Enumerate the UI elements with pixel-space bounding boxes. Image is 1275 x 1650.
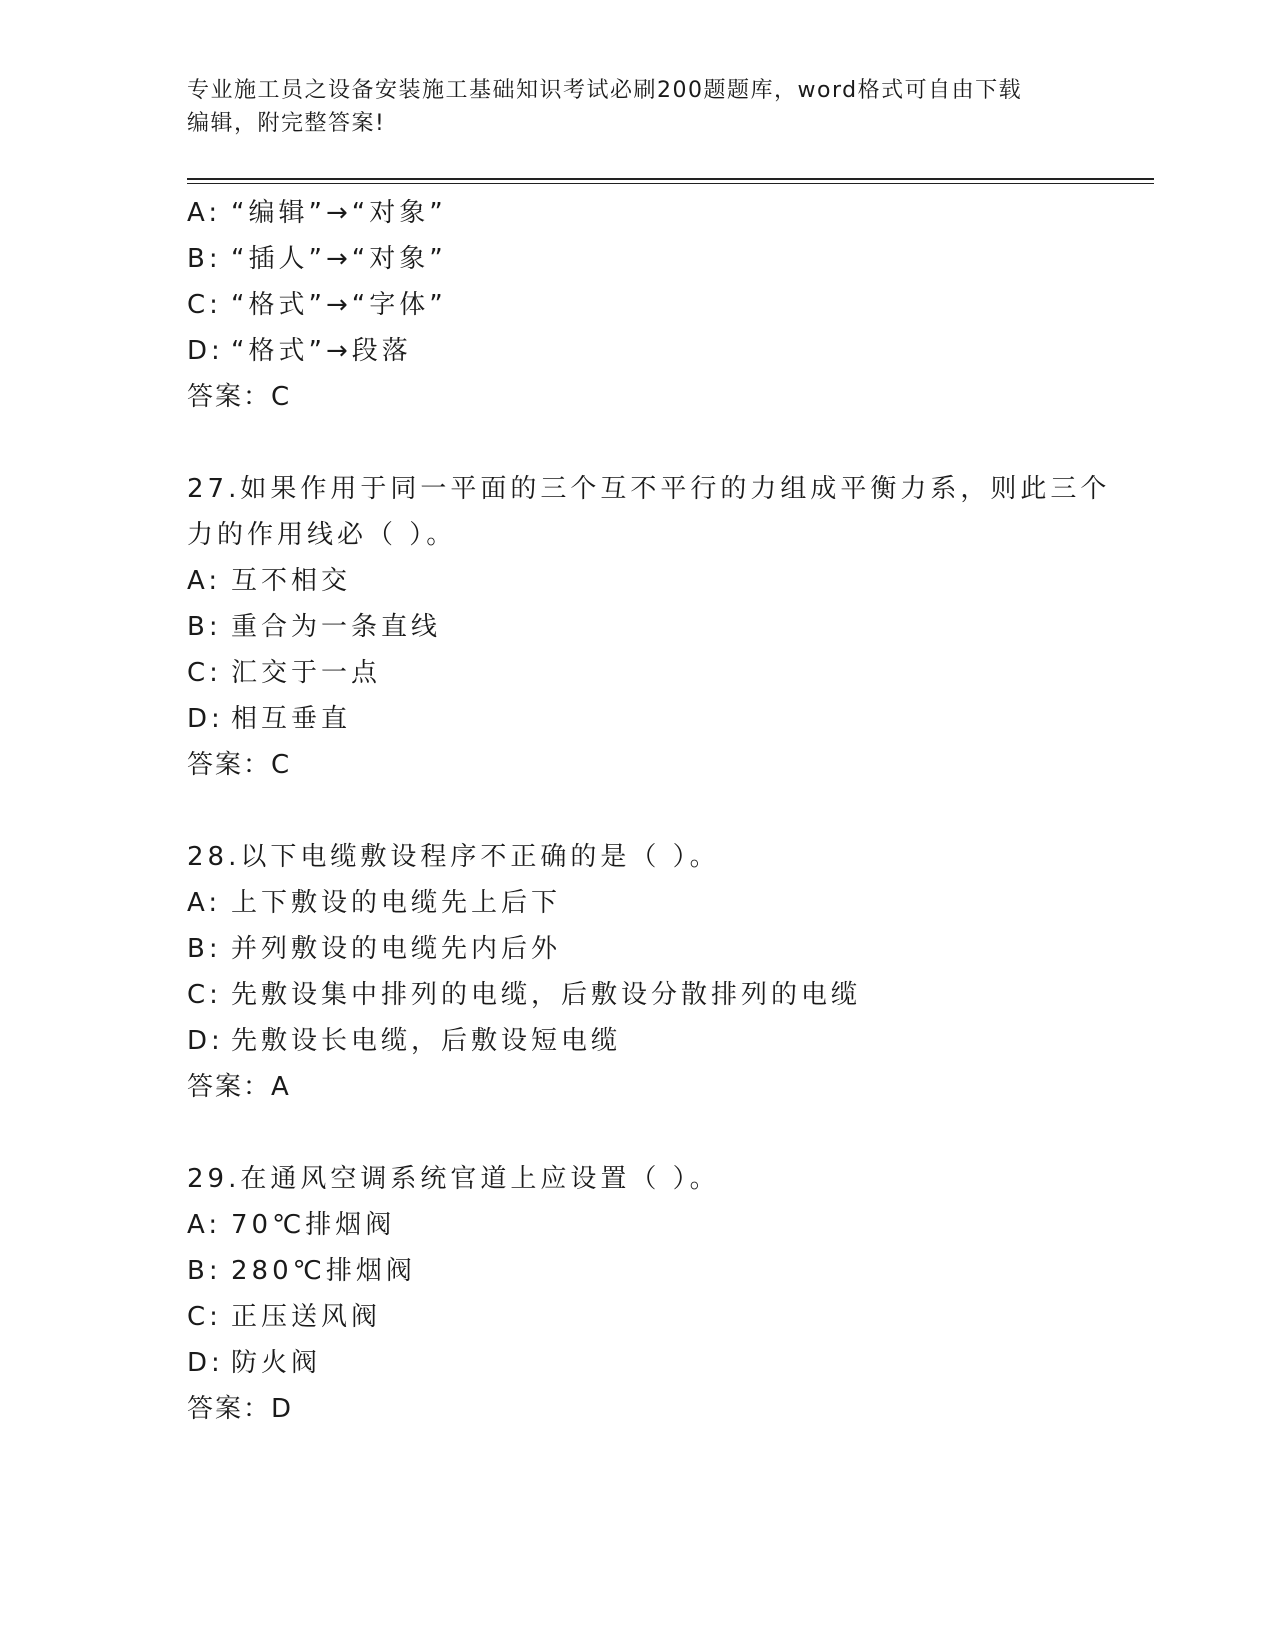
option-label: A: (187, 566, 222, 596)
option-label: D: (187, 1026, 224, 1056)
option-text: 正压送风阀 (231, 1302, 382, 1332)
question-stem: 29.在通风空调系统官道上应设置（ ）。 (187, 1164, 720, 1194)
option-text: 280℃排烟阀 (231, 1256, 416, 1286)
question-stem: 27.如果作用于同一平面的三个互不平行的力组成平衡力系，则此三个 (187, 474, 1111, 504)
option-d (187, 1018, 1117, 1064)
option-a (187, 558, 1117, 604)
option-text: 防火阀 (231, 1348, 322, 1378)
option-c (187, 282, 1117, 328)
option-d (187, 1340, 1117, 1386)
question-27 (187, 466, 1117, 788)
question-26 (187, 190, 1117, 420)
option-label: C: (187, 290, 222, 320)
option-label: B: (187, 1256, 222, 1286)
option-text: 并列敷设的电缆先内后外 (231, 934, 562, 964)
option-b (187, 926, 1117, 972)
option-a (187, 1202, 1117, 1248)
option-text: “格式”→“字体” (231, 290, 447, 320)
question-list (187, 190, 1117, 1432)
option-label: C: (187, 980, 222, 1010)
header-rule-thin (187, 183, 1154, 184)
option-label: D: (187, 1348, 224, 1378)
spacer (187, 420, 1117, 466)
option-a (187, 190, 1117, 236)
option-d (187, 328, 1117, 374)
spacer (187, 1110, 1117, 1156)
option-label: B: (187, 934, 222, 964)
option-label: C: (187, 658, 222, 688)
option-a (187, 880, 1117, 926)
option-label: C: (187, 1302, 222, 1332)
option-label: B: (187, 612, 222, 642)
option-text: 70℃排烟阀 (231, 1210, 396, 1240)
answer-line: 答案：A (187, 1072, 291, 1102)
option-text: 重合为一条直线 (231, 612, 442, 642)
question-28 (187, 834, 1117, 1110)
header-rule-thick (187, 178, 1154, 180)
answer-line: 答案：D (187, 1394, 294, 1424)
option-c (187, 1294, 1117, 1340)
option-text: “插人”→“对象” (231, 244, 447, 274)
answer-line: 答案：C (187, 750, 292, 780)
answer-line: 答案：C (187, 382, 292, 412)
spacer (187, 788, 1117, 834)
question-stem: 28.以下电缆敷设程序不正确的是（ ）。 (187, 842, 720, 872)
option-text: 先敷设长电缆，后敷设短电缆 (231, 1026, 622, 1056)
option-text: 相互垂直 (231, 704, 352, 734)
option-text: “编辑”→“对象” (231, 198, 447, 228)
option-b (187, 236, 1117, 282)
option-label: D: (187, 336, 224, 366)
option-label: B: (187, 244, 222, 274)
option-text: 上下敷设的电缆先上后下 (231, 888, 562, 918)
option-label: A: (187, 1210, 222, 1240)
option-text: 互不相交 (231, 566, 352, 596)
option-c (187, 972, 1117, 1018)
document-header (187, 74, 1087, 140)
header-line-2: 编辑，附完整答案! (187, 111, 386, 136)
option-text: 汇交于一点 (231, 658, 382, 688)
option-text: “格式”→段落 (231, 336, 412, 366)
header-line-1: 专业施工员之设备安装施工基础知识考试必刷200题题库，word格式可自由下载 (187, 78, 1023, 103)
option-text: 先敷设集中排列的电缆，后敷设分散排列的电缆 (231, 980, 862, 1010)
option-label: A: (187, 198, 222, 228)
option-c (187, 650, 1117, 696)
option-b (187, 604, 1117, 650)
option-label: D: (187, 704, 224, 734)
option-d (187, 696, 1117, 742)
question-29 (187, 1156, 1117, 1432)
option-b (187, 1248, 1117, 1294)
question-stem-continued: 力的作用线必（ ）。 (187, 520, 457, 550)
option-label: A: (187, 888, 222, 918)
